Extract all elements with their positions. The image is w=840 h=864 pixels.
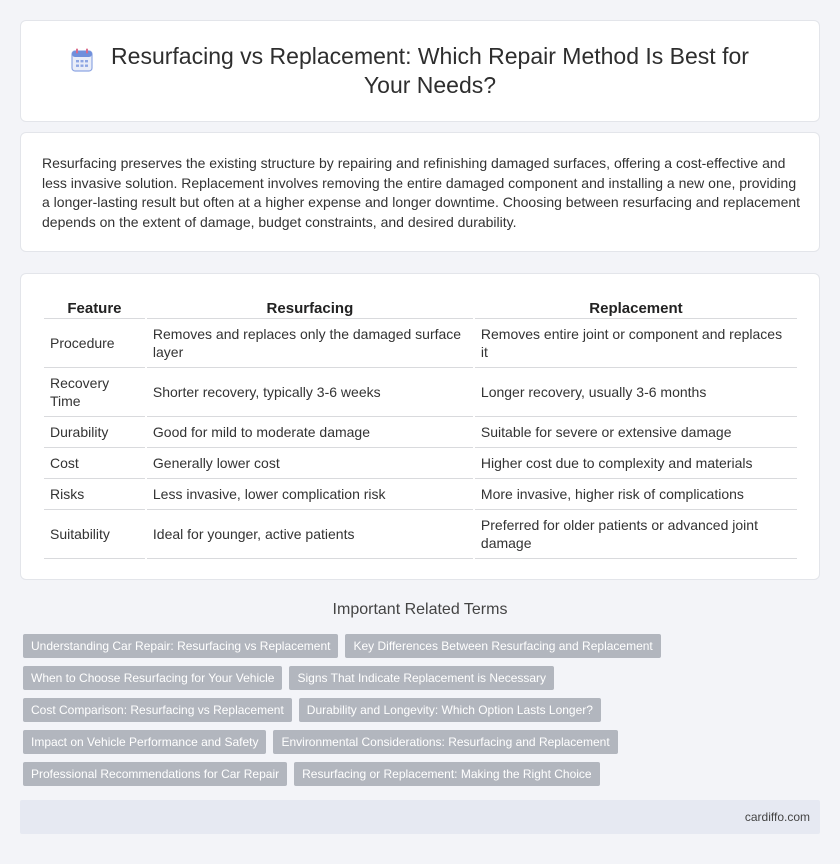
comparison-table-card — [20, 273, 820, 580]
related-tag[interactable]: Environmental Considerations: Resurfacing and Replacement — [273, 730, 617, 754]
table-cell: Longer recovery, usually 3-6 months — [475, 368, 797, 417]
column-header-replacement: Replacement — [475, 295, 797, 319]
table-row — [44, 417, 797, 448]
column-header-resurfacing: Resurfacing — [147, 295, 473, 319]
footer — [20, 800, 820, 834]
table-header-row — [44, 295, 797, 319]
column-header-feature: Feature — [44, 295, 145, 319]
table-row — [44, 510, 797, 559]
table-cell: More invasive, higher risk of complications — [475, 479, 797, 510]
related-tag[interactable]: Understanding Car Repair: Resurfacing vs Replacement — [23, 634, 338, 658]
related-tag[interactable]: Resurfacing or Replacement: Making the Right Choice — [294, 762, 599, 786]
table-cell: Procedure — [44, 319, 145, 368]
related-tag[interactable]: Durability and Longevity: Which Option Lasts Longer? — [299, 698, 601, 722]
table-cell: Suitable for severe or extensive damage — [475, 417, 797, 448]
comparison-table — [42, 295, 799, 559]
table-cell: Durability — [44, 417, 145, 448]
related-tag[interactable]: Signs That Indicate Replacement is Necessary — [289, 666, 554, 690]
table-row — [44, 479, 797, 510]
table-cell: Preferred for older patients or advanced joint damage — [475, 510, 797, 559]
header-card — [20, 20, 820, 122]
table-cell: Removes and replaces only the damaged surface layer — [147, 319, 473, 368]
table-cell: Removes entire joint or component and replaces it — [475, 319, 797, 368]
related-tag[interactable]: Impact on Vehicle Performance and Safety — [23, 730, 266, 754]
table-cell: Suitability — [44, 510, 145, 559]
table-cell: Shorter recovery, typically 3-6 weeks — [147, 368, 473, 417]
table-cell: Risks — [44, 479, 145, 510]
related-tag[interactable]: Key Differences Between Resurfacing and Replacement — [345, 634, 660, 658]
table-cell: Generally lower cost — [147, 448, 473, 479]
related-tag[interactable]: When to Choose Resurfacing for Your Vehicle — [23, 666, 282, 690]
table-cell: Good for mild to moderate damage — [147, 417, 473, 448]
related-tag[interactable]: Cost Comparison: Resurfacing vs Replacement — [23, 698, 292, 722]
intro-paragraph: Resurfacing preserves the existing structure by repairing and refinishing damaged surfaces, offering a cost-effective and less invasive solution. Replacement involves removing the entire damaged component and installing a new one, providing a longer-lasting result but often at a higher expense and longer downtime. Choosing between resurfacing and replacement depends on the extent of damage, budget constraints, and desired durability. — [42, 155, 801, 230]
page-title: Resurfacing vs Replacement: Which Repair Method Is Best for Your Needs? — [111, 43, 749, 98]
tag-row — [23, 634, 661, 658]
related-terms-title: Important Related Terms — [332, 601, 508, 618]
related-tag[interactable]: Professional Recommendations for Car Repair — [23, 762, 287, 786]
table-cell: Cost — [44, 448, 145, 479]
footer-brand[interactable]: cardiffo.com — [744, 810, 810, 824]
tag-row — [23, 730, 618, 754]
table-row — [44, 448, 797, 479]
intro-card — [20, 132, 820, 252]
table-row — [44, 368, 797, 417]
tag-row — [23, 698, 601, 722]
table-cell: Less invasive, lower complication risk — [147, 479, 473, 510]
table-cell: Recovery Time — [44, 368, 145, 417]
table-cell: Ideal for younger, active patients — [147, 510, 473, 559]
tag-row — [23, 666, 554, 690]
table-cell: Higher cost due to complexity and materials — [475, 448, 797, 479]
tag-row — [23, 762, 600, 786]
table-row — [44, 319, 797, 368]
